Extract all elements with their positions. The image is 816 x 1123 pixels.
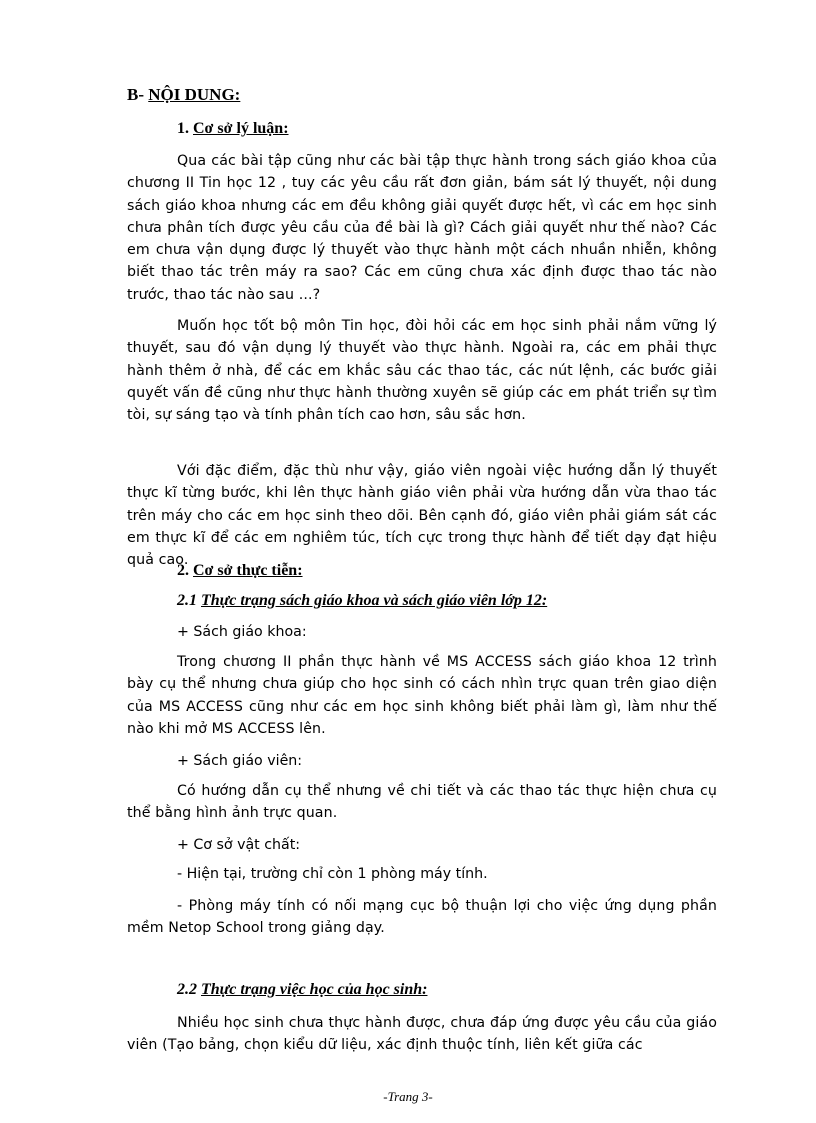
paragraph-3: Với đặc điểm, đặc thù như vậy, giáo viên ngoài việc hướng dẫn lý thuyết thực kĩ từng bước, khi lên thực hành giáo viên phải vừa hướng dẫn vừa thao tác trên máy cho các em học sinh theo dõi. Bên cạnh đó, giáo viên phải giám sát các em thực kĩ để các em nghiêm túc, tích cực trong thực hành để tiết dạy đạt hiệu quả cao. bbox=[127, 463, 717, 569]
heading-thuc-trang-sach bbox=[177, 592, 547, 610]
section-heading bbox=[127, 85, 240, 105]
heading-co-so-ly-luan bbox=[177, 120, 289, 138]
paragraph-7: Nhiều học sinh chưa thực hành được, chưa đáp ứng được yêu cầu của giáo viên (Tạo bảng, chọn kiểu dữ liệu, xác định thuộc tính, liên kết giữa các bbox=[127, 1015, 717, 1054]
page-footer: -Trang 3- bbox=[383, 1089, 433, 1104]
heading-number: 2.2 bbox=[177, 981, 201, 998]
heading-title: Thực trạng việc học của học sinh: bbox=[201, 981, 428, 998]
section-prefix: B- bbox=[127, 85, 149, 104]
heading-number: 2.1 bbox=[177, 592, 201, 609]
paragraph-1: Qua các bài tập cũng như các bài tập thực hành trong sách giáo khoa của chương II Tin học 12 , tuy các yêu cầu rất đơn giản, bám sát lý thuyết, nội dung sách giáo khoa nhưng các em đều không giải quyết được hết, vì các em học sinh chưa phân tích được yêu cầu của đề bài là gì? Cách giải quyết như thế nào? Các em chưa vận dụng được lý thuyết vào thực hành một cách nhuần nhiễn, không biết thao tác trên máy ra sao? Các em cũng chưa xác định được thao tác nào trước, thao tác nào sau ...? bbox=[127, 153, 717, 303]
heading-title: Thực trạng sách giáo khoa và sách giáo viên lớp 12: bbox=[201, 592, 548, 609]
paragraph-6: - Phòng máy tính có nối mạng cục bộ thuận lợi cho việc ứng dụng phần mềm Netop School trong giảng dạy. bbox=[127, 898, 717, 937]
paragraph-5: Có hướng dẫn cụ thể nhưng về chi tiết và các thao tác thực hiện chưa cụ thể bằng hình ảnh trực quan. bbox=[127, 783, 717, 822]
item-hien-tai: - Hiện tại, trường chỉ còn 1 phòng máy tính. bbox=[177, 866, 488, 882]
heading-title: Cơ sở thực tiễn: bbox=[193, 562, 303, 579]
heading-number: 1. bbox=[177, 120, 193, 137]
heading-thuc-trang-hoc bbox=[177, 981, 427, 999]
heading-title: Cơ sở lý luận: bbox=[193, 120, 289, 137]
section-title: NỘI DUNG: bbox=[148, 85, 241, 104]
heading-number: 2. bbox=[177, 562, 193, 579]
paragraph-4: Trong chương II phần thực hành về MS ACCESS sách giáo khoa 12 trình bày cụ thể nhưng chưa giúp cho học sinh có cách nhìn trực quan trên giao diện của MS ACCESS cũng như các em học sinh không biết phải làm gì, làm như thế nào khi mở MS ACCESS lên. bbox=[127, 654, 717, 737]
item-co-so-vat-chat: + Cơ sở vật chất: bbox=[177, 837, 301, 853]
item-sach-giao-vien: + Sách giáo viên: bbox=[177, 753, 303, 769]
item-sach-giao-khoa: + Sách giáo khoa: bbox=[177, 624, 307, 640]
heading-co-so-thuc-tien bbox=[177, 562, 303, 580]
paragraph-2: Muốn học tốt bộ môn Tin học, đòi hỏi các em học sinh phải nắm vững lý thuyết, sau đó vận dụng lý thuyết vào thực hành. Ngoài ra, các em phải thực hành thêm ở nhà, để các em khắc sâu các thao tác, các nút lệnh, các bước giải quyết vấn đề cũng như thực hành thường xuyên sẽ giúp các em phát triển sự tìm tòi, sự sáng tạo và tính phân tích cao hơn, sâu sắc hơn. bbox=[127, 318, 717, 424]
